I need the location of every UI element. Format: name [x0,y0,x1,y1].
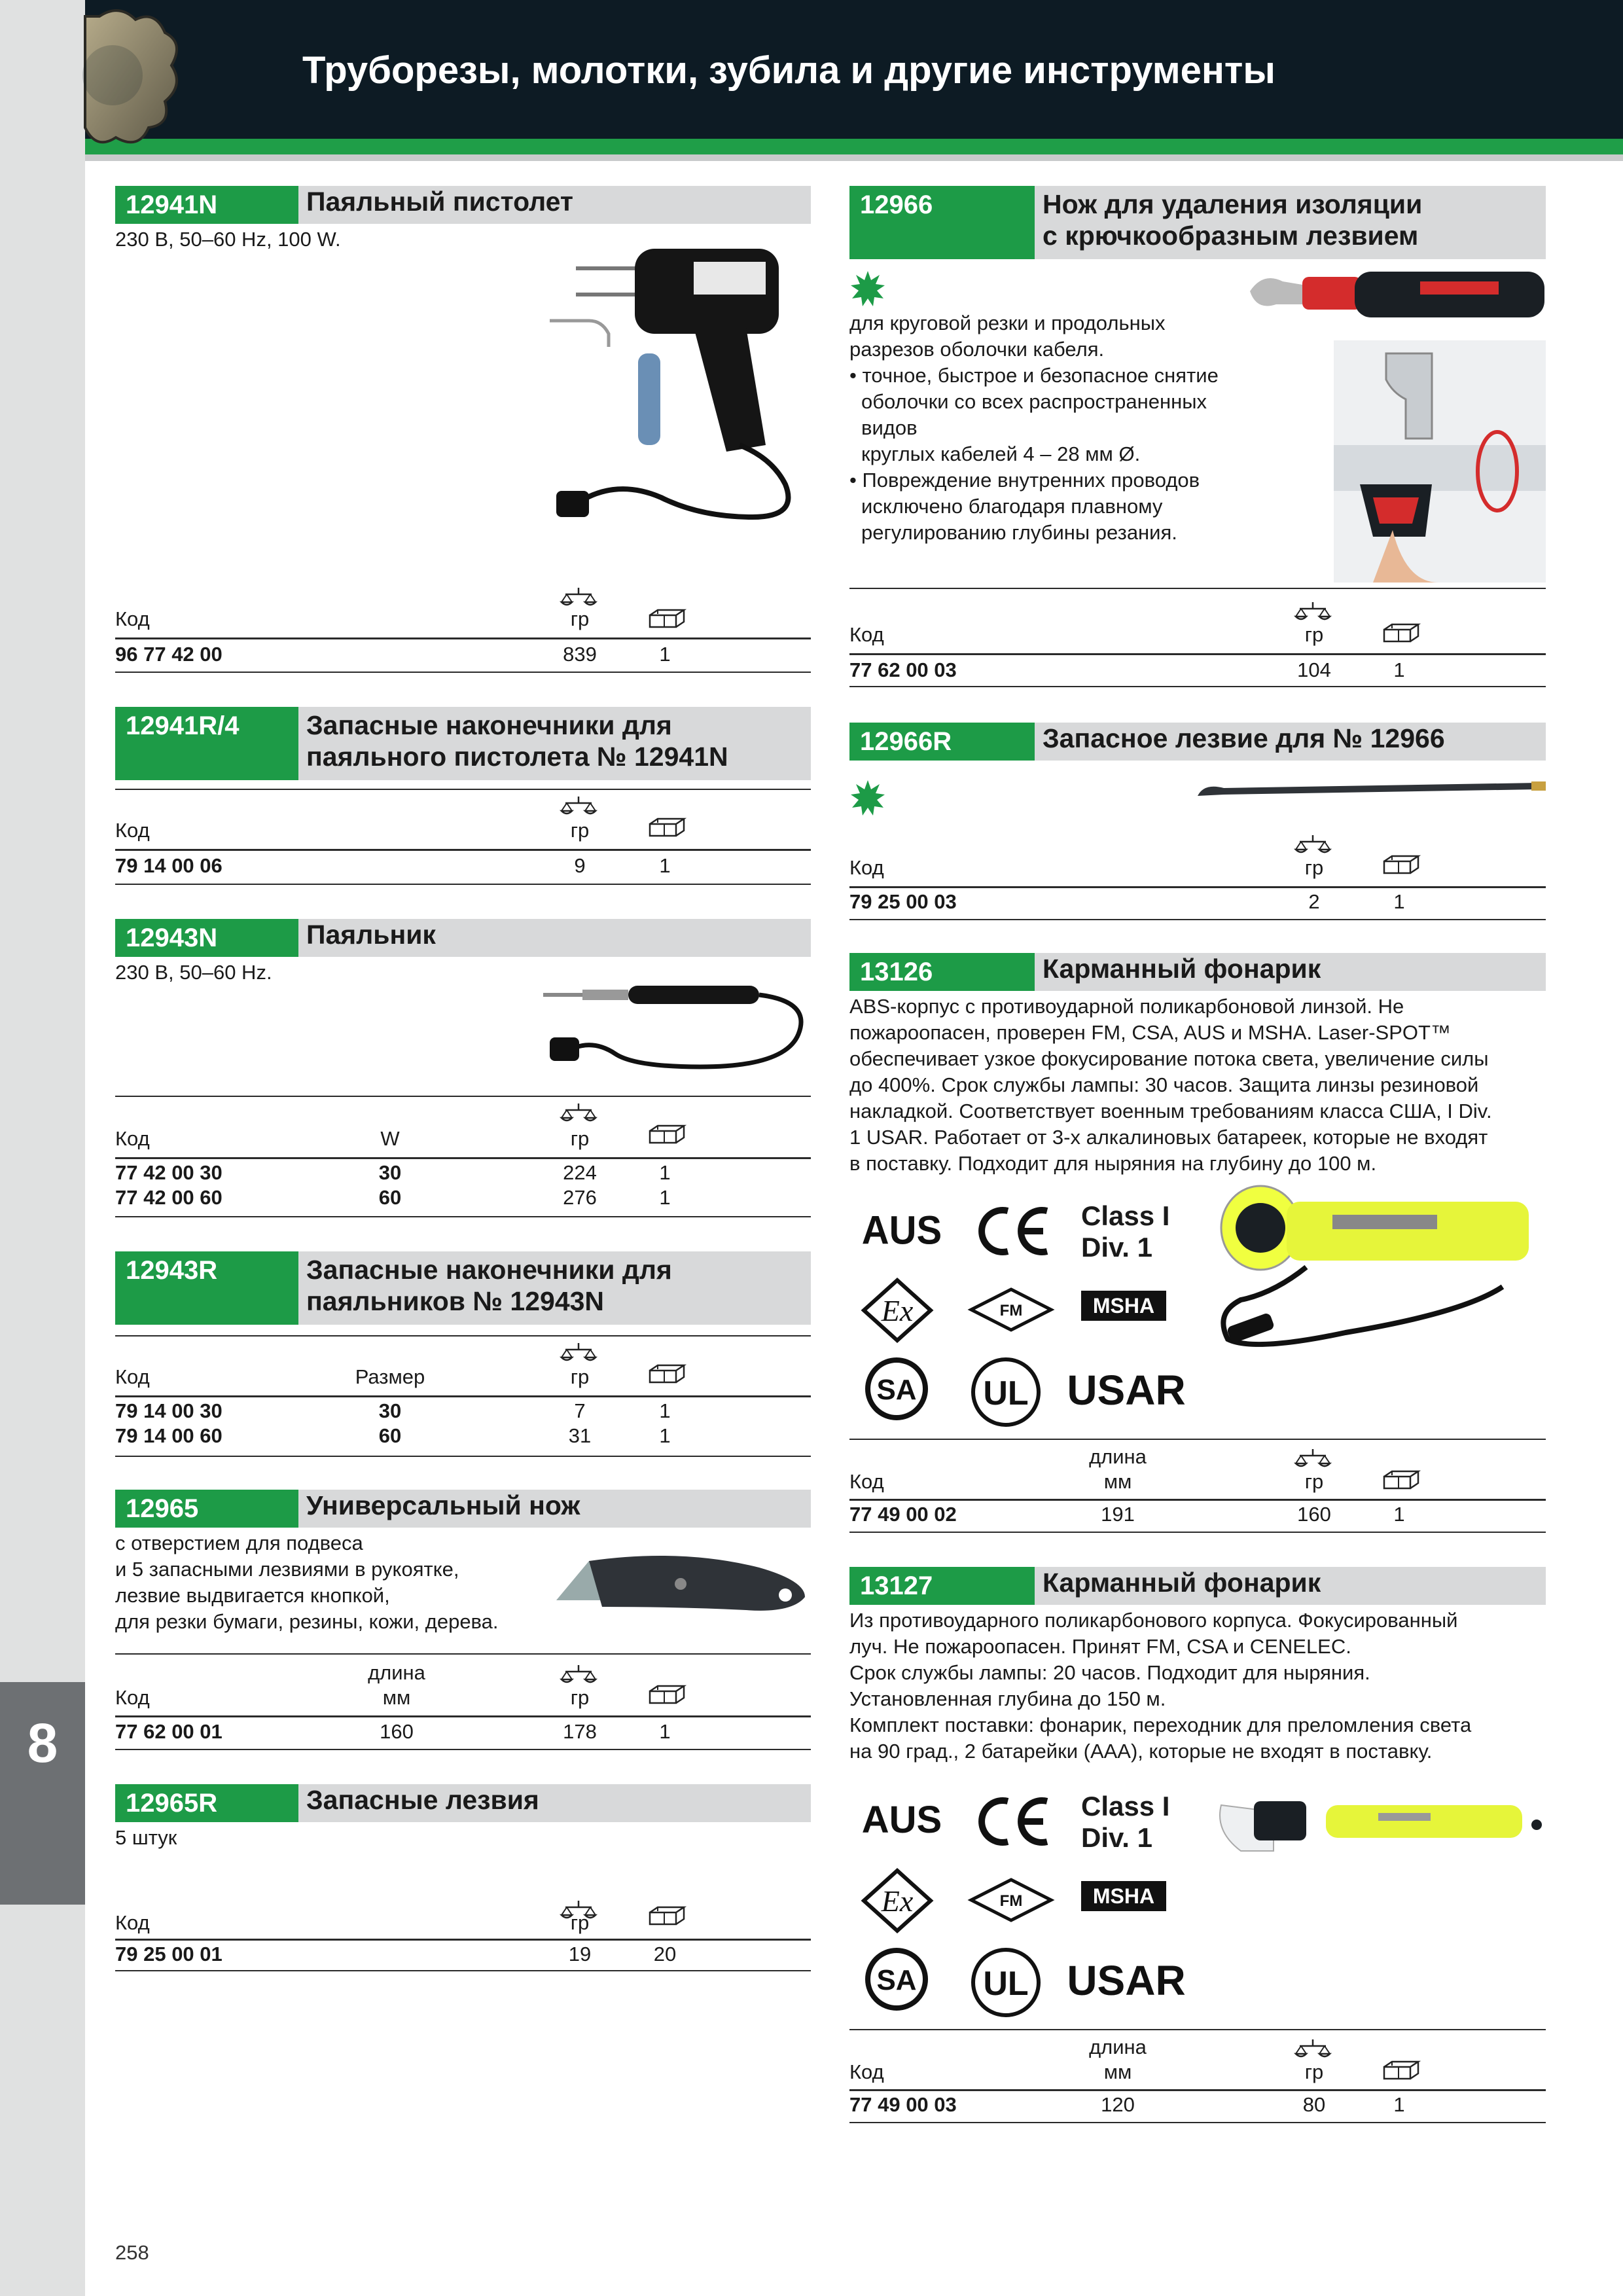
col-header-weight: гр [570,1686,590,1709]
new-badge-icon [849,270,886,306]
scale-icon [1294,1446,1331,1469]
table-rule [115,1335,811,1336]
svg-text:FM: FM [999,1892,1023,1910]
description-line: 1 USAR. Работает от 3-х алкалиновых батареек, которые не входят [849,1126,1488,1149]
fm-approved-icon [969,1877,1054,1923]
product-title-bar [115,1490,811,1528]
product-name: Карманный фонарик [1035,1567,1546,1605]
col-header-code: Код [849,856,884,879]
order-table [115,583,811,674]
product-name: Запасные лезвия [298,1784,811,1822]
table-rule [115,1749,811,1750]
col-header-length: длина [1089,1445,1147,1468]
description-line: и 5 запасными лезвиями в рукоятке, [115,1558,459,1581]
description-line: луч. Не пожароопасен. Принят FM, CSA и CENELEC. [849,1635,1351,1658]
col-header-length-unit: мм [1103,2060,1132,2083]
product-title-bar [849,723,1546,761]
usar-logo-icon [1067,1364,1186,1416]
product-title-bar [115,919,811,957]
col-header-weight: гр [1304,623,1324,646]
col-header-weight: гр [1304,856,1324,879]
order-table [115,789,811,887]
scale-icon [560,1662,597,1685]
table-rule [849,1439,1546,1440]
col-header-code: Код [849,2060,884,2083]
pack-quantity: 1 [659,1720,671,1743]
usar-logo-icon [1067,1954,1186,2007]
product-title-bar [849,953,1546,991]
product-name-line: Запасные наконечники для [306,710,672,740]
order-table [849,1439,1546,1537]
table-rule [115,1653,811,1655]
soldering-iron-image [537,975,812,1080]
order-table [849,830,1546,922]
product-code: 79 14 00 06 [115,854,223,877]
certifications [857,1785,1198,2021]
msha-logo-icon [1081,1291,1166,1321]
svg-text:UL: UL [983,1374,1029,1412]
product-name [298,1251,811,1325]
utility-knife-image [550,1548,812,1626]
product-code: 77 62 00 01 [115,1720,223,1743]
description-line: Из противоударного поликарбонового корпуса. Фокусированный [849,1609,1458,1632]
soldering-gun-image [537,236,812,537]
order-table [849,584,1546,689]
aus-logo-icon [863,1207,941,1253]
svg-text:AUS: AUS [861,1799,942,1841]
product-description: 230 В, 50–60 Hz, 100 W. [115,228,341,251]
product-description [849,994,1546,1177]
package-icon [1383,1470,1419,1490]
aus-logo-icon [863,1797,941,1843]
product-title-bar [115,186,811,224]
col-header-weight: гр [570,607,590,630]
ul-logo-icon [970,1356,1042,1428]
svg-text:FM: FM [999,1302,1023,1319]
weight-value: 178 [563,1720,597,1743]
ce-mark-icon [975,1204,1054,1257]
table-rule [115,1970,811,1971]
product-title-bar [115,707,811,780]
weight-value: 2 [1308,890,1320,913]
order-table [115,1653,811,1753]
pack-quantity: 1 [659,1186,671,1209]
product-description [849,1607,1546,1765]
col-header-weight: гр [570,1127,590,1150]
product-name-line: с крючкообразным лезвием [1043,221,1419,251]
product-code: 96 77 42 00 [115,643,223,666]
description-line: Установленная глубина до 150 м. [849,1687,1166,1710]
col-header-weight: гр [1304,2060,1324,2083]
svg-text:Ex: Ex [881,1884,914,1918]
svg-text:SA: SA [876,1374,917,1406]
svg-text:SA: SA [876,1964,917,1996]
product-name-line: Запасные наконечники для [306,1255,672,1285]
col-header-length: длина [368,1661,425,1684]
stripping-knife-image [1250,259,1544,324]
description-line: пожароопасен, проверен FM, CSA, AUS и MSHA. Laser-SPOT™ [849,1021,1451,1044]
article-number: 12943R [115,1251,298,1325]
article-number: 12965 [115,1490,298,1528]
table-rule [849,653,1546,655]
description-line: круглых кабелей 4 – 28 мм Ø. [861,442,1141,465]
ex-atex-icon [861,1868,933,1933]
description-line: с отверстием для подвеса [115,1532,363,1554]
col-header-code: Код [115,819,150,842]
product-code: 77 62 00 03 [849,658,957,681]
description-line: накладкой. Соответствует военным требованиям класса США, I Div. [849,1100,1492,1122]
product-name [298,707,811,780]
product-description: 5 штук [115,1826,177,1849]
product-title-bar [849,1567,1546,1605]
page-number: 258 [115,2241,149,2264]
order-table [115,1096,811,1220]
description-line: Срок службы лампы: 20 часов. Подходит для ныряния. [849,1661,1370,1684]
col-header-weight: гр [570,1365,590,1388]
package-icon [649,1906,685,1926]
article-number: 12941R/4 [115,707,298,780]
div-1-label: Div. 1 [1081,1822,1152,1853]
pack-quantity: 1 [1393,2093,1405,2116]
product-code: 79 25 00 01 [115,1943,223,1965]
header-stripe [85,139,1623,154]
description-line: регулированию глубины резания. [861,521,1177,544]
weight-value: 276 [563,1186,597,1209]
package-icon [649,1685,685,1704]
col-header-watt: W [380,1127,400,1150]
flashlight-image [1215,1182,1542,1365]
svg-text:UL: UL [983,1965,1029,2003]
order-table [849,2029,1546,2127]
col-header-code: Код [115,1911,150,1934]
replacement-blade-image [1198,776,1548,802]
svg-text:MSHA: MSHA [1092,1884,1155,1908]
description-line: на 90 град., 2 батарейки (AAA), которые не входят в поставку. [849,1740,1433,1763]
package-icon [649,1364,685,1384]
description-line: оболочки со всех распространенных видов [861,390,1207,439]
weight-value: 7 [574,1399,586,1422]
description-line: Комплект поставки: фонарик, переходник для преломления света [849,1713,1472,1736]
page-title: Труборезы, молотки, зубила и другие инструменты [302,49,1275,92]
svg-text:USAR: USAR [1067,1957,1186,2004]
table-rule [115,672,811,673]
table-rule [115,884,811,885]
col-header-length: длина [1089,2036,1147,2058]
weight-value: 839 [563,643,597,666]
package-icon [649,1124,685,1144]
table-rule [115,1157,811,1159]
order-table [115,1898,811,1974]
order-table [115,1335,811,1460]
product-code: 79 25 00 03 [849,890,957,913]
class-i-label: Class I [1081,1791,1170,1821]
col-header-weight: гр [1304,1470,1324,1493]
product-name-line: паяльников № 12943N [306,1286,605,1316]
penlight-image [1215,1779,1542,1884]
description-line: ABS-корпус с противоударной поликарбоновой линзой. Не [849,995,1404,1018]
table-rule [115,637,811,639]
product-description [115,1530,499,1635]
table-rule [849,1499,1546,1501]
product-title-bar [849,186,1546,259]
length-value: 191 [1101,1503,1135,1526]
description-line: исключено благодаря плавному [861,495,1163,518]
table-rule [115,1395,811,1397]
product-code: 77 42 00 30 [115,1161,223,1184]
product-name: Универсальный нож [298,1490,811,1528]
col-header-code: Код [849,1470,884,1493]
col-header-code: Код [115,607,150,630]
product-code: 77 49 00 02 [849,1503,957,1526]
article-number: 12966 [849,186,1035,259]
product-name: Паяльный пистолет [298,186,811,224]
article-number: 12943N [115,919,298,957]
col-header-code: Код [115,1127,150,1150]
col-header-code: Код [849,623,884,646]
table-rule [115,1216,811,1217]
stripping-knife-detail-image [1334,340,1546,583]
table-rule [849,919,1546,920]
table-rule [849,2089,1546,2091]
class-i-label: Class I [1081,1200,1170,1231]
table-rule [849,588,1546,589]
pack-quantity: 1 [1393,658,1405,681]
article-number: 12965R [115,1784,298,1822]
new-badge-icon [849,779,886,816]
table-rule [849,1532,1546,1533]
product-code: 79 14 00 60 [115,1424,223,1447]
svg-text:USAR: USAR [1067,1367,1186,1414]
package-icon [649,817,685,837]
gear-logo-icon [73,3,178,160]
description-line: лезвие выдвигается кнопкой, [115,1584,390,1607]
weight-value: 224 [563,1161,597,1184]
scale-icon [560,1101,597,1123]
pack-quantity: 1 [659,643,671,666]
weight-value: 80 [1302,2093,1326,2116]
product-title-bar [115,1784,811,1822]
scale-icon [1294,833,1331,855]
table-rule [115,1456,811,1457]
product-description [849,310,1255,546]
scale-icon [560,1340,597,1363]
size-value: 30 [378,1399,402,1422]
description-line: • Повреждение внутренних проводов [849,469,1200,492]
table-rule [849,686,1546,687]
col-header-length-unit: мм [1103,1470,1132,1493]
size-value: 60 [378,1424,402,1447]
weight-value: 31 [568,1424,592,1447]
length-value: 160 [380,1720,414,1743]
description-line: до 400%. Срок службы лампы: 30 часов. Защита линзы резиновой [849,1073,1479,1096]
table-rule [849,886,1546,888]
package-icon [649,609,685,628]
pack-quantity: 1 [1393,1503,1405,1526]
product-description: 230 В, 50–60 Hz. [115,961,272,984]
article-number: 12966R [849,723,1035,761]
col-header-size: Размер [355,1365,425,1388]
product-name: Запасное лезвие для № 12966 [1035,723,1546,761]
table-rule [115,1096,811,1097]
product-code: 79 14 00 30 [115,1399,223,1422]
msha-logo-icon [1081,1881,1166,1911]
description-line: разрезов оболочки кабеля. [849,338,1105,361]
scale-icon [1294,2037,1331,2059]
ul-logo-icon [970,1946,1042,2018]
package-icon [1383,2060,1419,2080]
article-number: 13127 [849,1567,1035,1605]
pack-quantity: 1 [659,854,671,877]
ce-mark-icon [975,1795,1054,1847]
table-rule [115,1715,811,1717]
scale-icon [560,585,597,607]
product-name [1035,186,1546,259]
product-name-line: паяльного пистолета № 12941N [306,742,728,772]
weight-value: 9 [574,854,586,877]
table-rule [849,2122,1546,2123]
fm-approved-icon [969,1287,1054,1333]
watt-value: 60 [378,1186,402,1209]
description-line: обеспечивает узкое фокусирование потока света, увеличение силы [849,1047,1489,1070]
certifications [857,1195,1198,1431]
product-title-bar [115,1251,811,1325]
product-name: Паяльник [298,919,811,957]
article-number: 13126 [849,953,1035,991]
package-icon [1383,855,1419,874]
product-name-line: Нож для удаления изоляции [1043,189,1423,219]
description-line: в поставку. Подходит для ныряния на глубину до 100 м. [849,1152,1377,1175]
col-header-weight: гр [570,819,590,842]
scale-icon [560,794,597,816]
ex-atex-icon [861,1278,933,1343]
div-1-label: Div. 1 [1081,1232,1152,1263]
col-header-code: Код [115,1686,150,1709]
article-number: 12941N [115,186,298,224]
svg-text:Ex: Ex [881,1294,914,1327]
pack-quantity: 1 [659,1161,671,1184]
csa-logo-icon [864,1946,929,2012]
table-rule [115,789,811,790]
pack-quantity: 1 [659,1399,671,1422]
table-rule [115,1939,811,1941]
csa-logo-icon [864,1356,929,1422]
pack-quantity: 20 [653,1943,677,1965]
length-value: 120 [1101,2093,1135,2116]
svg-text:MSHA: MSHA [1092,1294,1155,1318]
sidebar [0,0,85,2296]
weight-value: 104 [1297,658,1331,681]
description-line: • точное, быстрое и безопасное снятие [849,364,1219,387]
scale-icon [1294,600,1331,622]
weight-value: 160 [1297,1503,1331,1526]
pack-quantity: 1 [1393,890,1405,913]
package-icon [1383,623,1419,643]
description-line: для круговой резки и продольных [849,312,1166,334]
table-rule [849,2029,1546,2030]
table-rule [115,849,811,851]
weight-value: 19 [568,1943,592,1965]
col-header-code: Код [115,1365,150,1388]
product-code: 77 42 00 60 [115,1186,223,1209]
product-code: 77 49 00 03 [849,2093,957,2116]
col-header-weight: гр [570,1911,590,1934]
svg-text:AUS: AUS [861,1208,942,1253]
col-header-length-unit: мм [382,1686,411,1709]
pack-quantity: 1 [659,1424,671,1447]
chapter-number: 8 [27,1712,58,1774]
header-shade [85,154,1623,161]
product-name: Карманный фонарик [1035,953,1546,991]
description-line: для резки бумаги, резины, кожи, дерева. [115,1610,499,1633]
watt-value: 30 [378,1161,402,1184]
